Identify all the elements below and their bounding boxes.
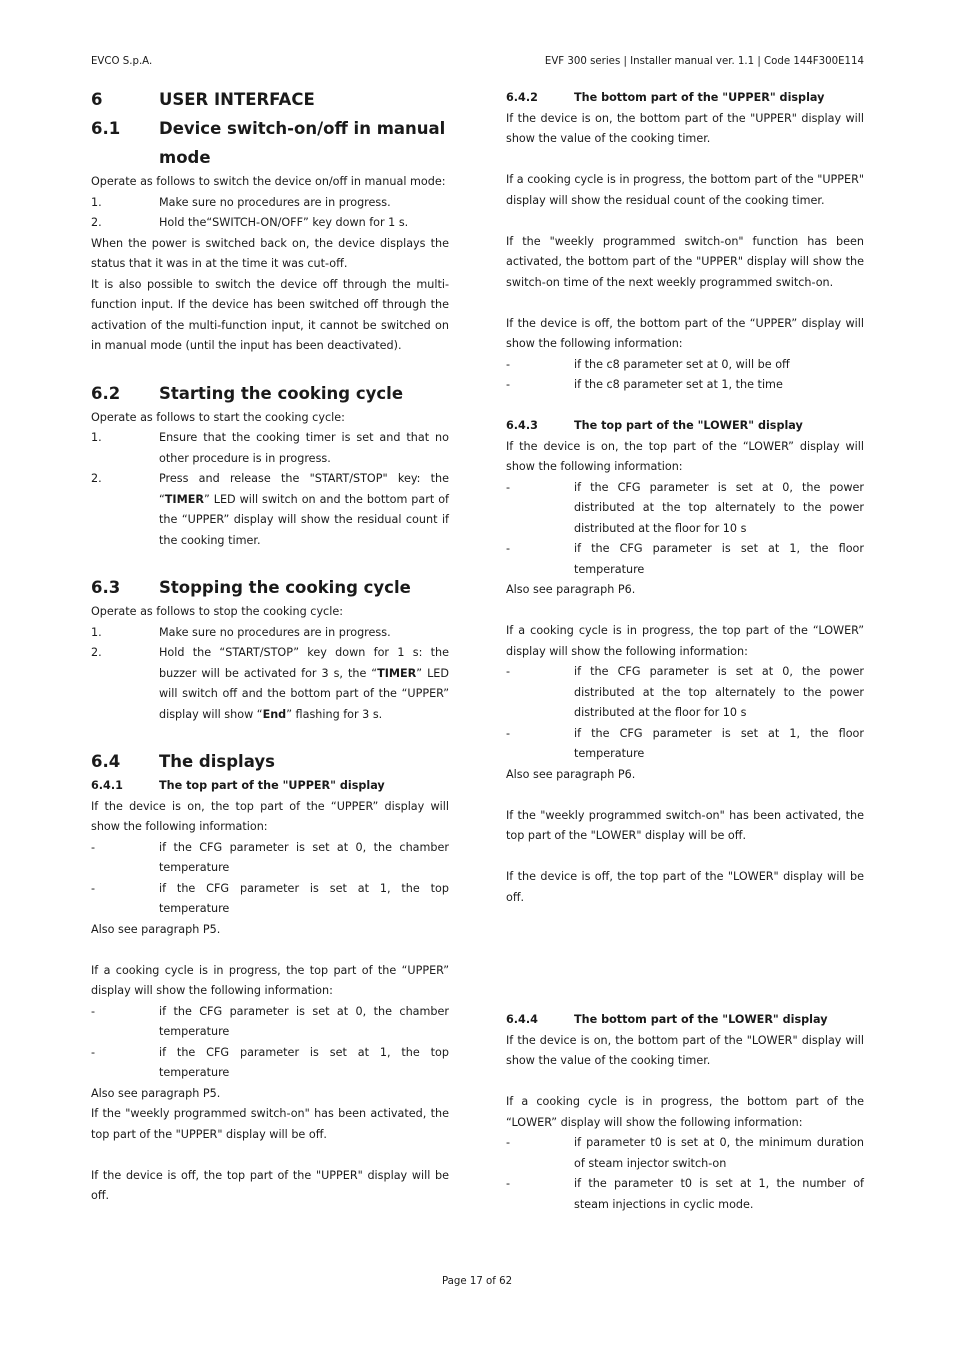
bullet-list: [506, 662, 864, 765]
paragraph: If a cooking cycle is in progress, the top part of the “LOWER” display will show the following information:: [506, 624, 864, 658]
list-item-text: Make sure no procedures are in progress.: [159, 195, 391, 209]
list-item-text: if the CFG parameter is set at 1, the floor temperature: [574, 726, 864, 760]
paragraph: Also see paragraph P6.: [506, 767, 636, 781]
paragraph: If the "weekly programmed switch-on" has been activated, the top part of the "UPPER" display will be off.: [91, 1107, 449, 1141]
list-item-text: if the CFG parameter is set at 1, the top temperature: [159, 1045, 449, 1079]
list-item-text: if the CFG parameter is set at 1, the floor temperature: [574, 542, 864, 576]
paragraph: If a cooking cycle is in progress, the top part of the “UPPER” display will show the following information:: [91, 963, 449, 997]
paragraph: If the device is on, the bottom part of the "LOWER" display will show the value of the cooking timer.: [506, 1033, 864, 1067]
bullet-list: [506, 478, 864, 581]
section-6-1-heading: 6.1 Device switch-on/off in manual mode: [91, 119, 446, 167]
list-marker: -: [506, 542, 511, 555]
paragraph: If the "weekly programmed switch-on" function has been activated, the bottom part of the "UPPER" display will show the switch-on time of the next weekly programmed switch-on.: [506, 234, 864, 289]
list-item-text: if the CFG parameter is set at 0, the chamber temperature: [159, 840, 449, 874]
list-item-text: if the c8 parameter set at 1, the time: [574, 378, 783, 391]
page-number: Page 17 of 62: [441, 1276, 513, 1287]
list-marker: 1.: [91, 195, 102, 209]
list-marker: -: [506, 665, 511, 678]
bullet-list: [91, 1002, 449, 1084]
paragraph: If the device is on, the top part of the “UPPER” display will show the following information:: [91, 799, 449, 833]
list-item: [91, 1002, 449, 1043]
list-item: [506, 724, 864, 765]
paragraph: If the "weekly programmed switch-on" has been activated, the top part of the "LOWER" display will be off.: [506, 808, 864, 842]
list-item: [91, 193, 449, 214]
paragraph: If the device is off, the bottom part of the “UPPER” display will show the following information:: [506, 316, 864, 350]
paragraph: If the device is on, the top part of the “LOWER” display will show the following information:: [506, 439, 864, 473]
list-item-text: if the c8 parameter set at 0, will be off: [574, 357, 790, 371]
paragraph: If the device is on, the bottom part of the "UPPER" display will show the value of the cooking timer.: [506, 111, 864, 145]
paragraph: If a cooking cycle is in progress, the bottom part of the “LOWER” display will show the following information:: [506, 1095, 864, 1129]
paragraph: Also see paragraph P5.: [91, 1086, 221, 1100]
section-6-4-4-heading: 6.4.4 The bottom part of the "LOWER" display: [506, 1013, 828, 1026]
list-item: [506, 539, 864, 580]
paragraph: It is also possible to switch the device off through the multi-function input. If the device has been switched off through the activation of the multi-function input, it cannot be switched on in manual mode (until the input has been deactivated).: [91, 277, 449, 352]
list-item-text: if the parameter t0 is set at 1, the number of steam injections in cyclic mode.: [574, 1177, 864, 1211]
bullet-list: [506, 355, 864, 396]
paragraph: If a cooking cycle is in progress, the bottom part of the "UPPER" display will show the residual count of the cooking timer.: [506, 173, 865, 207]
paragraph: Also see paragraph P5.: [91, 922, 221, 936]
list-item: 1. Make sure no procedures are in progress.: [91, 625, 391, 639]
list-marker: -: [506, 726, 511, 740]
list-marker: -: [506, 1136, 511, 1149]
header-document-code: EVF 300 series | Installer manual ver. 1.1 | Code 144F300E114: [544, 56, 864, 67]
left-column: [91, 88, 449, 1207]
paragraph: Operate as follows to start the cooking cycle:: [91, 410, 345, 424]
list-item: [506, 478, 864, 540]
paragraph: If the device is off, the top part of the "UPPER" display will be off.: [91, 1168, 449, 1202]
bullet-list: [91, 838, 449, 920]
bullet-list: [506, 1133, 864, 1215]
list-item: [91, 879, 449, 920]
section-6-2-heading: 6.2 Starting the cooking cycle: [91, 383, 404, 403]
header-company: EVCO S.p.A.: [91, 56, 153, 67]
paragraph: Operate as follows to stop the cooking cycle:: [91, 605, 343, 618]
paragraph: When the power is switched back on, the device displays the status that it was in at the time it was cut-off.: [91, 236, 449, 270]
list-item: [91, 213, 449, 234]
list-item-text: if the CFG parameter is set at 0, the chamber temperature: [159, 1004, 449, 1038]
list-marker: -: [506, 378, 511, 391]
list-item-text: if parameter t0 is set at 0, the minimum duration of steam injector switch-on: [574, 1136, 864, 1170]
list-marker: -: [91, 1045, 96, 1059]
section-6-4-2-heading: 6.4.2 The bottom part of the "UPPER" display: [506, 91, 825, 104]
list-marker: -: [506, 1177, 511, 1190]
right-column: [506, 88, 864, 1215]
list-item: 1. Ensure that the cooking timer is set and that no other procedure is in progress.: [91, 431, 449, 465]
section-6-4-heading: 6.4 The displays: [91, 752, 275, 771]
list-item-text: if the CFG parameter is set at 0, the power distributed at the top alternately to the power distributed at the floor for 10 s: [574, 480, 864, 535]
list-marker: -: [506, 480, 511, 494]
paragraph: Operate as follows to switch the device on/off in manual mode:: [91, 175, 446, 188]
list-item: [506, 355, 864, 376]
list-item-text: if the CFG parameter is set at 1, the top temperature: [159, 881, 449, 915]
section-6-3-heading: 6.3 Stopping the cooking cycle: [91, 578, 411, 597]
list-item: [506, 1133, 864, 1174]
numbered-list: [91, 193, 449, 234]
section-6-4-1-heading: 6.4.1 The top part of the "UPPER" display: [91, 779, 385, 792]
list-item: [506, 375, 864, 396]
list-marker: -: [91, 881, 96, 895]
list-marker: -: [91, 1004, 96, 1018]
section-6-4-3-heading: 6.4.3 The top part of the "LOWER" display: [506, 419, 803, 432]
list-item: 2. Press and release the "START/STOP" key: the “TIMER” LED will switch on and the bottom part of the “UPPER” display will show the residual count if the cooking timer.: [91, 472, 449, 547]
list-item-text: Hold the“SWITCH-ON/OFF” key down for 1 s.: [159, 216, 409, 229]
paragraph: If the device is off, the top part of the "LOWER" display will be off.: [506, 870, 864, 904]
list-item: [506, 1174, 864, 1215]
paragraph: Also see paragraph P6.: [506, 583, 636, 596]
list-item: [506, 662, 864, 724]
list-item: 2. Hold the “START/STOP” key down for 1 s: the buzzer will be activated for 3 s, the “TIMER” LED will switch off and the bottom part of the “UPPER” display will show “End” flashing for 3 s.: [91, 646, 449, 721]
list-marker: -: [506, 357, 511, 371]
list-item-text: if the CFG parameter is set at 0, the power distributed at the top alternately to the power distributed at the floor for 10 s: [574, 665, 864, 719]
list-marker: 2.: [91, 216, 102, 229]
list-item: [91, 1043, 449, 1084]
list-item: [91, 838, 449, 879]
list-marker: -: [91, 840, 96, 854]
section-6-heading: 6 USER INTERFACE: [91, 90, 315, 109]
